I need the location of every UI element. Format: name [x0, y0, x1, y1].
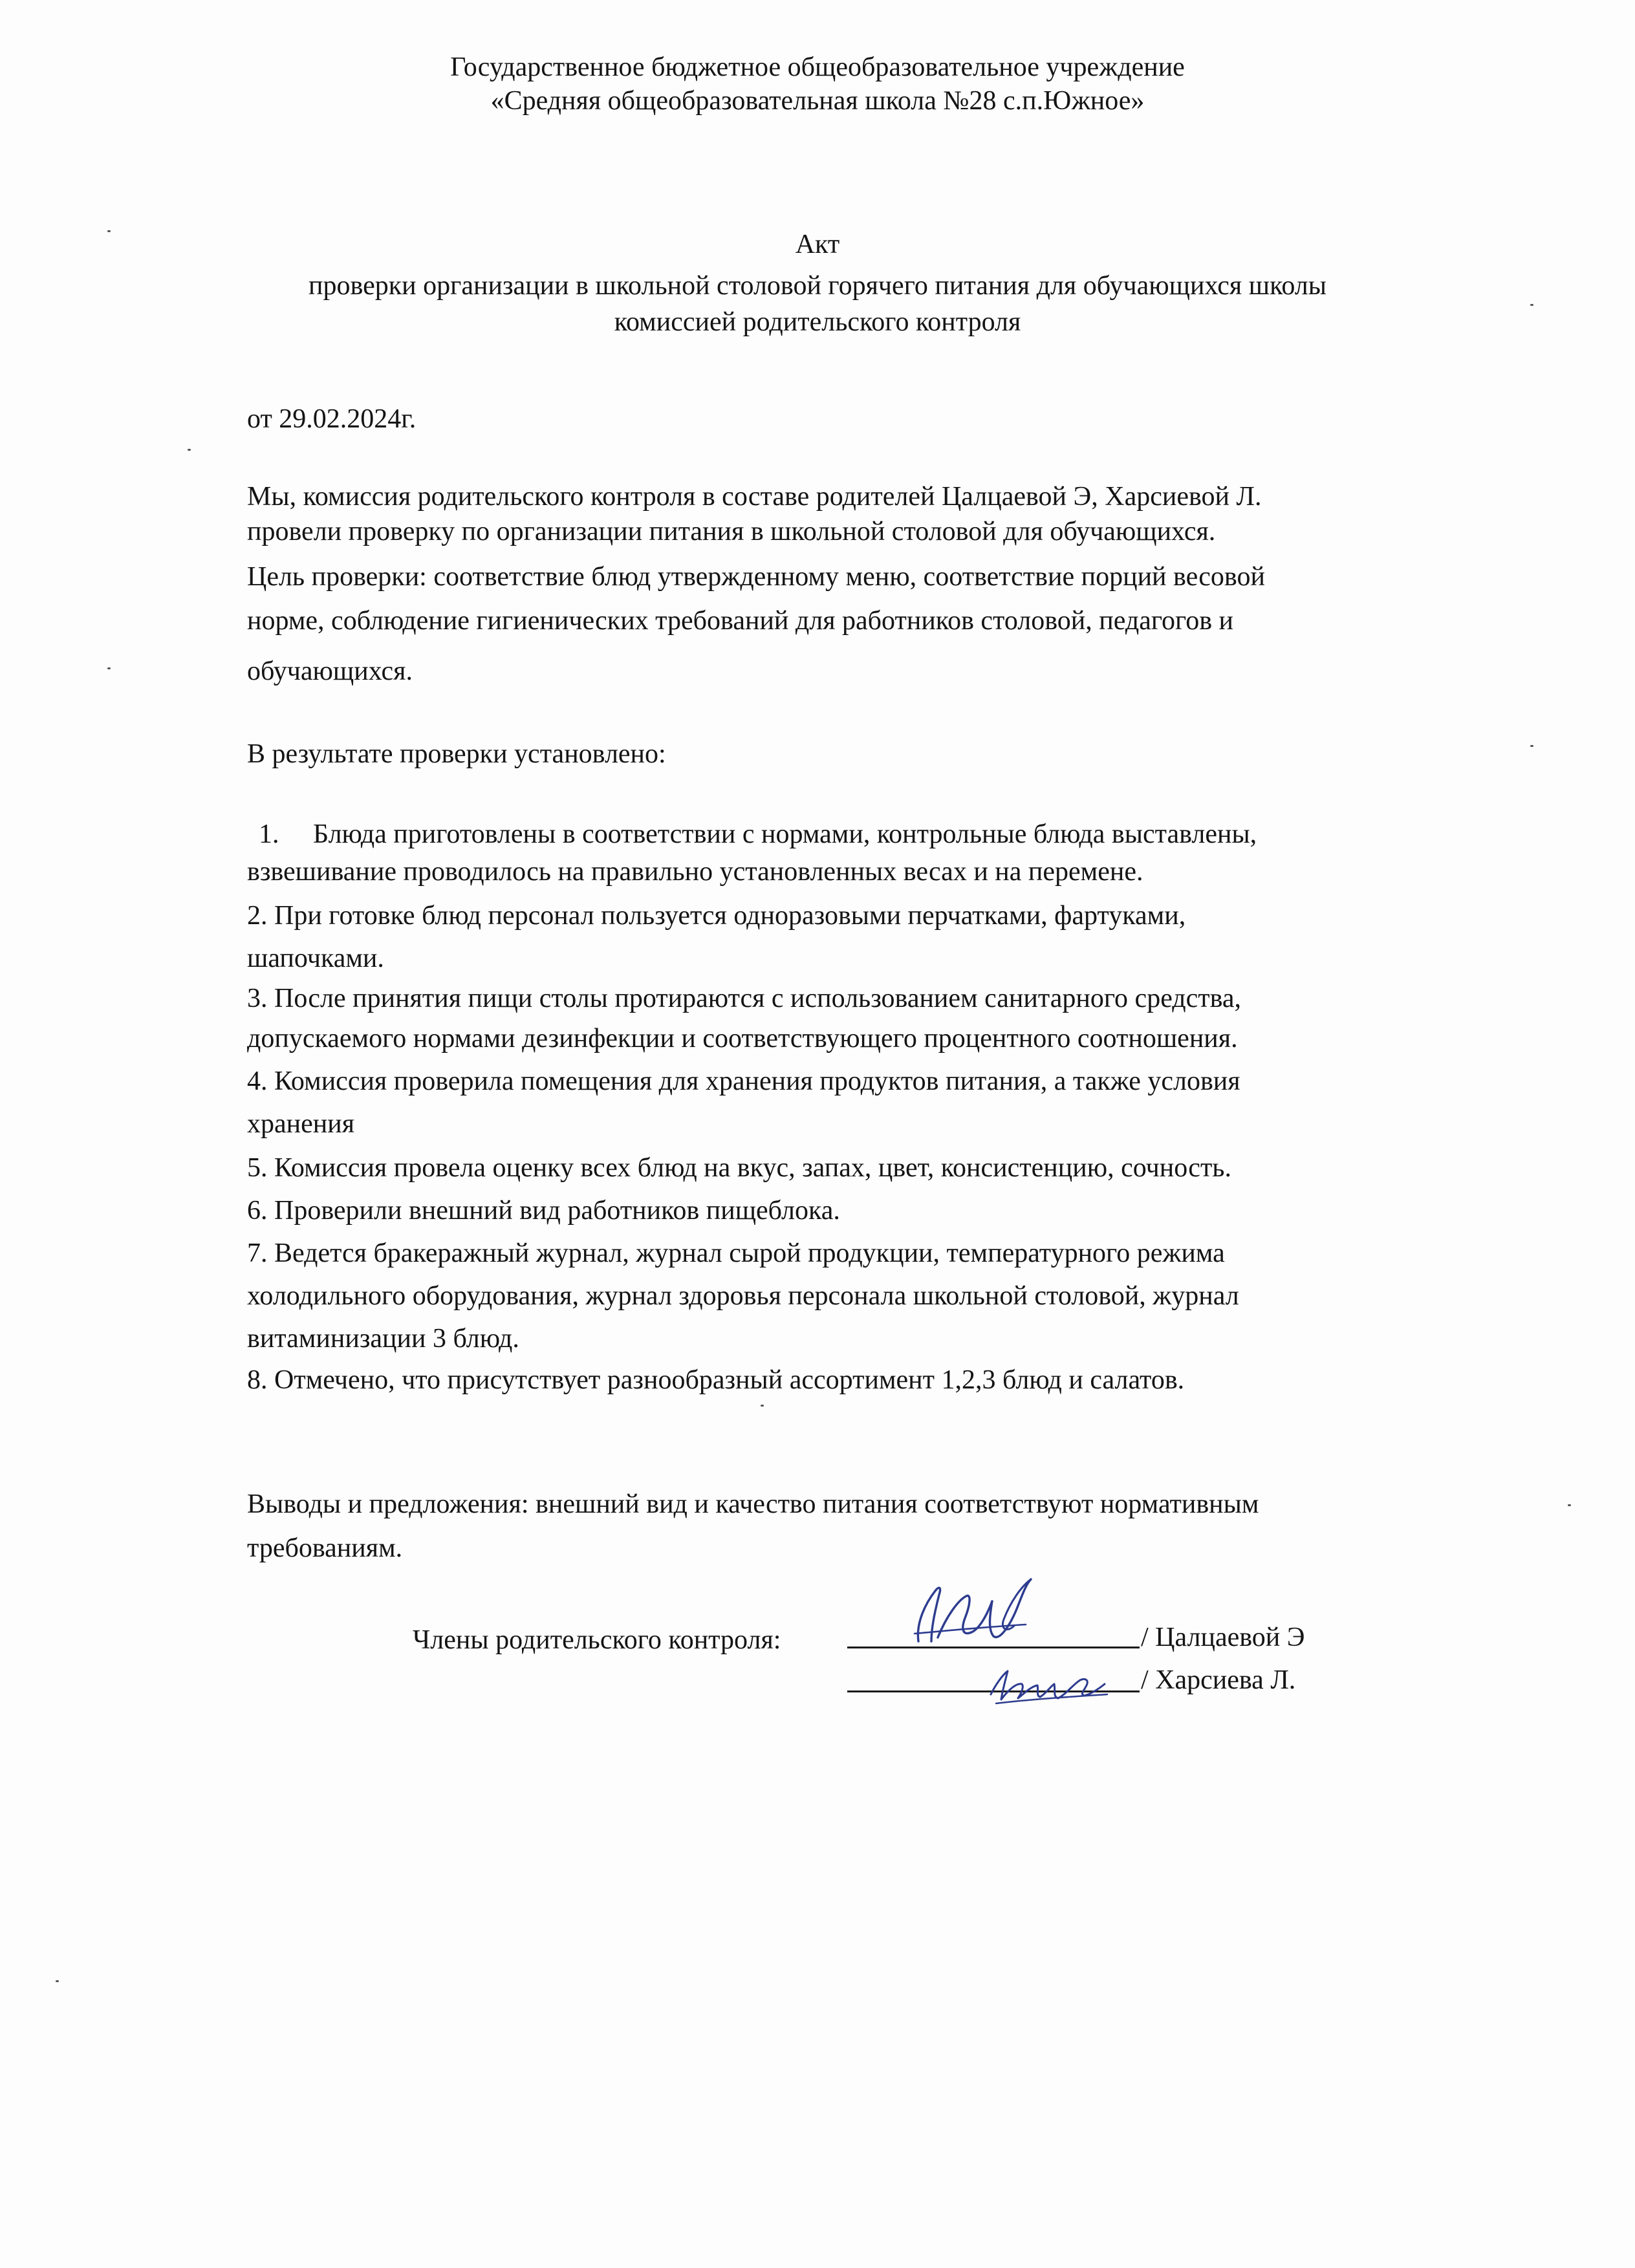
finding-2: 2. При готовке блюд персонал пользуется одноразовыми перчатками, фартуками, [247, 901, 1186, 931]
document-subtitle-line2: комиссией родительского контроля [614, 307, 1021, 337]
conclusion-line-2: требованиям. [247, 1533, 403, 1563]
scan-speck [1530, 745, 1533, 747]
finding-1-continuation: взвешивание проводилось на правильно установленных весах и на перемене. [247, 857, 1143, 887]
document-title: Акт [795, 230, 840, 259]
finding-2-continuation: шапочками. [247, 944, 384, 973]
scan-speck [56, 1980, 59, 1982]
intro-line-2: провели проверку по организации питания в школьной столовой для обучающихся. [247, 517, 1216, 546]
intro-line-3: Цель проверки: соответствие блюд утвержденному меню, соответствие порций весовой [247, 562, 1265, 592]
finding-6: 6. Проверили внешний вид работников пищеблока. [247, 1196, 840, 1226]
finding-5: 5. Комиссия провела оценку всех блюд на вкус, запах, цвет, консистенцию, сочность. [247, 1153, 1231, 1183]
scan-speck [761, 1405, 764, 1407]
finding-3: 3. После принятия пищи столы протираются с использованием санитарного средства, [247, 984, 1242, 1013]
conclusion-line-1: Выводы и предложения: внешний вид и качество питания соответствуют нормативным [247, 1489, 1259, 1519]
scan-speck [107, 667, 111, 669]
scan-speck [188, 449, 191, 451]
organization-name-line2: «Средняя общеобразовательная школа №28 с.п.Южное» [490, 86, 1145, 116]
finding-7-continuation-2: витаминизации 3 блюд. [247, 1324, 519, 1354]
member-2-name: / Харсиева Л. [1141, 1665, 1296, 1695]
document-subtitle-line1: проверки организации в школьной столовой горячего питания для обучающихся школы [309, 271, 1326, 301]
results-heading: В результате проверки установлено: [247, 739, 666, 769]
intro-line-4: норме, соблюдение гигиенических требований для работников столовой, педагогов и [247, 606, 1234, 636]
handwritten-signature-2 [983, 1665, 1112, 1710]
finding-7-continuation-1: холодильного оборудования, журнал здоровья персонала школьной столовой, журнал [247, 1281, 1239, 1311]
finding-7: 7. Ведется бракеражный журнал, журнал сырой продукции, температурного режима [247, 1238, 1225, 1268]
handwritten-signature-1 [899, 1565, 1041, 1662]
document-date: от 29.02.2024г. [247, 404, 417, 434]
finding-8: 8. Отмечено, что присутствует разнообразный ассортимент 1,2,3 блюд и салатов. [247, 1365, 1185, 1395]
finding-4: 4. Комиссия проверила помещения для хранения продуктов питания, а также условия [247, 1066, 1240, 1096]
intro-line-1: Мы, комиссия родительского контроля в составе родителей Цалцаевой Э, Харсиевой Л. [247, 482, 1262, 512]
organization-name-line1: Государственное бюджетное общеобразовательное учреждение [450, 52, 1185, 82]
scan-speck [1568, 1504, 1571, 1506]
scan-speck [107, 230, 111, 232]
intro-line-5: обучающихся. [247, 656, 413, 686]
finding-4-continuation: хранения [247, 1109, 355, 1139]
members-label: Члены родительского контроля: [413, 1625, 781, 1655]
finding-1-text: Блюда приготовлены в соответствии с нормами, контрольные блюда выставлены, [313, 819, 1257, 849]
scan-speck [1530, 304, 1533, 306]
member-1-name: / Цалцаевой Э [1141, 1623, 1305, 1652]
finding-1-number: 1. [259, 819, 279, 849]
finding-3-continuation: допускаемого нормами дезинфекции и соответствующего процентного соотношения. [247, 1024, 1238, 1053]
